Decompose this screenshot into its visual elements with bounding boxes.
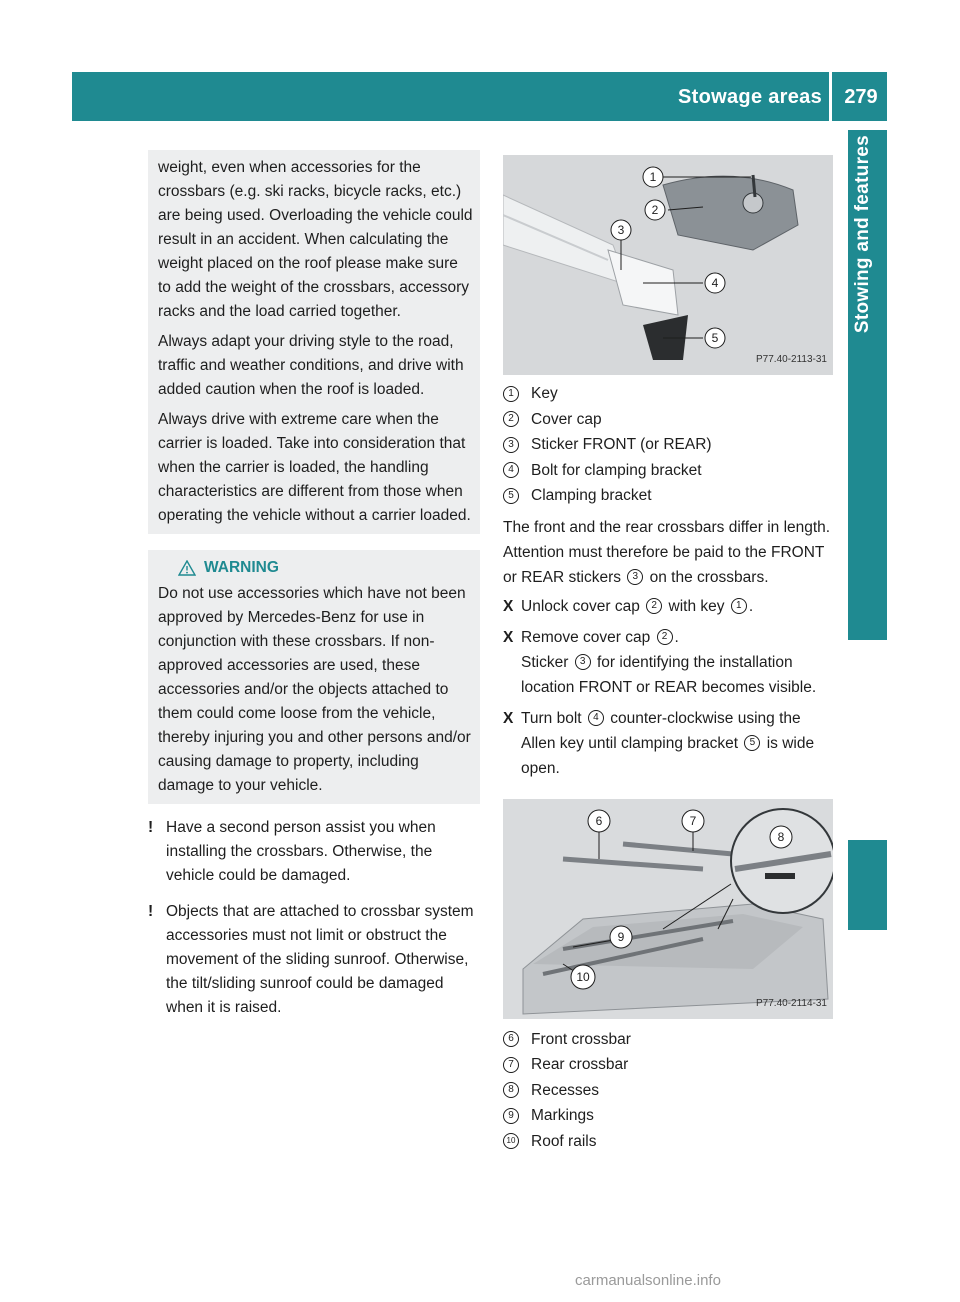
reference-number: 3 bbox=[627, 569, 643, 585]
exclamation-icon: ! bbox=[148, 819, 154, 836]
instruction-paragraph bbox=[503, 515, 838, 590]
warning-paragraph: Always adapt your driving style to the road, traffic and weather conditions, and drive with added caution when the roof is loaded. bbox=[158, 333, 464, 398]
note-text: Objects that are attached to crossbar system accessories must not limit or obstruct the movement of the sliding sunroof. Otherwise, the tilt/sliding sunroof could be damaged when it is raised. bbox=[166, 903, 474, 1016]
callout-label: 7 bbox=[689, 813, 697, 828]
step-text: Sticker bbox=[521, 653, 569, 671]
legend-label: Recesses bbox=[531, 1081, 600, 1099]
legend-label: Bolt for clamping bracket bbox=[531, 461, 702, 479]
side-tab-lower bbox=[848, 840, 887, 930]
legend-label: Front crossbar bbox=[531, 1030, 631, 1048]
step-text: counter-clockwise using the Allen key until clamping bracket bbox=[521, 709, 801, 752]
paragraph-text: The front and the rear crossbars differ in length. Attention must therefore be paid to the FRONT or REAR stickers bbox=[503, 518, 831, 586]
step-item bbox=[503, 594, 838, 619]
legend-label: Sticker FRONT (or REAR) bbox=[531, 436, 712, 454]
paragraph-text: on the crossbars. bbox=[649, 568, 769, 586]
note-item bbox=[148, 816, 480, 888]
crossbar-detail-illustration bbox=[503, 155, 833, 375]
legend-item bbox=[503, 1129, 838, 1155]
legend-item bbox=[503, 458, 838, 484]
legend-list bbox=[503, 1027, 838, 1155]
legend-item bbox=[503, 1103, 838, 1129]
figure-code: P77.40-2114-31 bbox=[756, 997, 827, 1009]
exclamation-icon: ! bbox=[148, 903, 154, 920]
legend-item bbox=[503, 483, 838, 509]
reference-number: 5 bbox=[744, 735, 760, 751]
legend-item bbox=[503, 432, 838, 458]
reference-number: 1 bbox=[731, 598, 747, 614]
legend-label: Markings bbox=[531, 1107, 594, 1125]
legend-list bbox=[503, 381, 838, 509]
callout-label: 1 bbox=[649, 170, 657, 184]
step-marker: X bbox=[503, 597, 514, 615]
warning-title: WARNING bbox=[204, 559, 279, 576]
step-marker: X bbox=[503, 709, 514, 727]
vehicle-roof-drawing bbox=[503, 799, 833, 1019]
step-marker: X bbox=[503, 628, 514, 646]
page-number: 279 bbox=[844, 86, 878, 108]
step-item bbox=[503, 625, 838, 700]
side-tab bbox=[848, 130, 887, 640]
callout-label: 5 bbox=[711, 331, 719, 345]
legend-item bbox=[503, 1052, 838, 1078]
legend-item bbox=[503, 381, 838, 407]
reference-number: 4 bbox=[588, 710, 604, 726]
warning-box bbox=[148, 550, 480, 804]
step-text: Remove cover cap bbox=[521, 628, 651, 646]
legend-label: Roof rails bbox=[531, 1132, 597, 1150]
legend-number: 10 bbox=[503, 1133, 519, 1149]
callout-label: 10 bbox=[576, 969, 590, 984]
header-divider bbox=[829, 72, 832, 121]
legend-label: Cover cap bbox=[531, 410, 602, 428]
reference-number: 3 bbox=[575, 654, 591, 670]
legend-number: 1 bbox=[503, 386, 519, 402]
reference-number: 2 bbox=[646, 598, 662, 614]
warning-paragraph: Always drive with extreme care when the carrier is loaded. Take into consideration that when the carrier is loaded, the handling characteristics are different from those when operating the vehicle without a carrier loaded. bbox=[158, 411, 471, 524]
note-item bbox=[148, 900, 480, 1020]
callout-label: 8 bbox=[777, 829, 785, 844]
callout-label: 2 bbox=[651, 203, 659, 217]
legend-label: Clamping bracket bbox=[531, 487, 652, 505]
legend-number: 9 bbox=[503, 1108, 519, 1124]
legend-item bbox=[503, 1027, 838, 1053]
legend-number: 5 bbox=[503, 488, 519, 504]
side-tab-label: Stowing and features bbox=[852, 135, 873, 334]
step-text: Unlock cover cap bbox=[521, 597, 640, 615]
legend-label: Key bbox=[531, 385, 558, 403]
note-text: Have a second person assist you when installing the crossbars. Otherwise, the vehicle could be damaged. bbox=[166, 819, 436, 884]
step-text: . bbox=[674, 628, 679, 646]
warning-triangle-icon bbox=[178, 560, 196, 576]
callout-label: 3 bbox=[617, 223, 625, 237]
reference-number: 2 bbox=[657, 629, 673, 645]
legend-item bbox=[503, 407, 838, 433]
legend-number: 8 bbox=[503, 1082, 519, 1098]
callout-label: 4 bbox=[711, 276, 719, 290]
step-text: is wide open. bbox=[521, 734, 815, 777]
legend-number: 6 bbox=[503, 1031, 519, 1047]
callout-label: 6 bbox=[595, 813, 603, 828]
legend-number: 3 bbox=[503, 437, 519, 453]
left-column bbox=[148, 150, 480, 1020]
legend-number: 4 bbox=[503, 462, 519, 478]
warning-text: Do not use accessories which have not been approved by Mercedes-Benz for use in conjunction with these crossbars. If non-approved accessories are used, these accessories and/or the objects attached to them could come loose from the vehicle, thereby injuring you and other persons and/or causing damage to property, including damage to your vehicle. bbox=[158, 585, 471, 794]
warning-heading bbox=[178, 556, 472, 580]
step-text: Turn bolt bbox=[521, 709, 582, 727]
step-text: with key bbox=[668, 597, 725, 615]
right-column bbox=[503, 155, 838, 1154]
callout-label: 9 bbox=[617, 929, 625, 944]
section-title: Stowage areas bbox=[678, 86, 822, 108]
legend-item bbox=[503, 1078, 838, 1104]
crossbar-detail-drawing bbox=[503, 155, 833, 375]
footer-watermark: carmanualsonline.info bbox=[575, 1272, 721, 1289]
step-text: . bbox=[748, 597, 754, 615]
figure-code: P77.40-2113-31 bbox=[756, 354, 827, 365]
warning-paragraph: weight, even when accessories for the crossbars (e.g. ski racks, bicycle racks, etc.) are being used. Overloading the vehicle could result in an accident. When calculating the weight placed on the roof please make sure to add the weight of the crossbars, accessory racks and the load carried together. bbox=[158, 159, 473, 320]
legend-label: Rear crossbar bbox=[531, 1056, 629, 1074]
legend-number: 7 bbox=[503, 1057, 519, 1073]
step-text: for identifying the installation location FRONT or REAR becomes visible. bbox=[521, 653, 817, 696]
legend-number: 2 bbox=[503, 411, 519, 427]
continued-warning-box bbox=[148, 150, 480, 534]
vehicle-roof-illustration bbox=[503, 799, 833, 1019]
step-item bbox=[503, 706, 838, 781]
